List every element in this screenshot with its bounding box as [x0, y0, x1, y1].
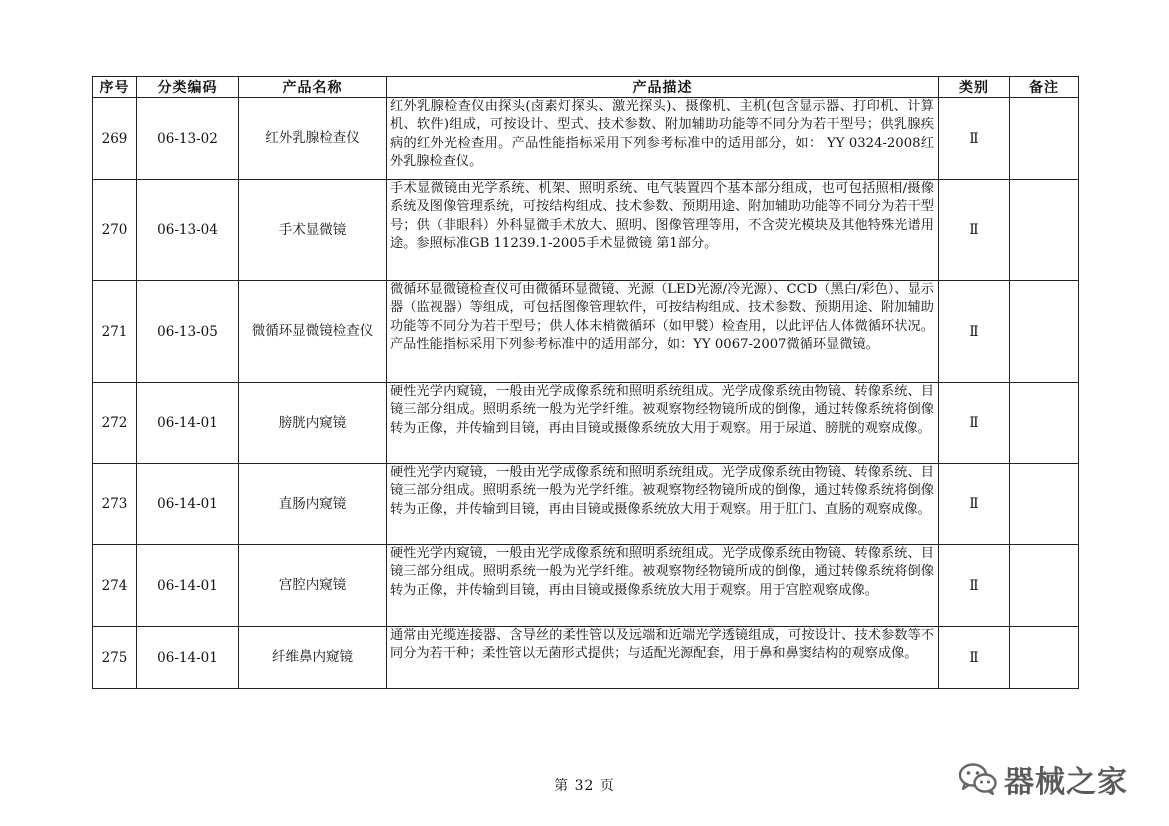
cell-name: 手术显微镜: [239, 180, 387, 281]
cell-seq: 274: [93, 545, 137, 627]
table-row: [93, 627, 1079, 689]
table-row: [93, 464, 1079, 545]
cell-note: [1010, 281, 1079, 383]
cell-code: 06-13-05: [137, 281, 239, 383]
watermark: [958, 757, 1128, 801]
table-row: [93, 545, 1079, 627]
cell-note: [1010, 383, 1079, 464]
cell-code: 06-13-04: [137, 180, 239, 281]
cell-category: Ⅱ: [939, 98, 1010, 180]
cell-desc: 微循环显微镜检查仪可由微循环显微镜、光源（LED光源/冷光源）、CCD（黑白/彩色）、显示器（监视器）等组成，可包括图像管理软件，可按结构组成、技术参数、预期用途、附加辅助功能等不同分为若干型号；供人体末梢微循环（如甲襞）检查用，以此评估人体微循环状况。产品性能指标采用下列参考标准中的适用部分，如：YY 0067-2007微循环显微镜。: [387, 281, 939, 383]
header-category: 类别: [939, 77, 1010, 98]
cell-code: 06-14-01: [137, 464, 239, 545]
cell-category: Ⅱ: [939, 281, 1010, 383]
wechat-icon: [958, 762, 998, 796]
cell-category: Ⅱ: [939, 464, 1010, 545]
header-seq: 序号: [93, 77, 137, 98]
cell-note: [1010, 545, 1079, 627]
cell-category: Ⅱ: [939, 545, 1010, 627]
watermark-text: 器械之家: [1004, 765, 1128, 800]
cell-name: 微循环显微镜检查仪: [239, 281, 387, 383]
cell-desc: 硬性光学内窥镜，一般由光学成像系统和照明系统组成。光学成像系统由物镜、转像系统、目镜三部分组成。照明系统一般为光学纤维。被观察物经物镜所成的倒像，通过转像系统将倒像转为正像，并传输到目镜，再由目镜或摄像系统放大用于观察。用于宫腔观察成像。: [387, 545, 939, 627]
cell-note: [1010, 464, 1079, 545]
header-code: 分类编码: [137, 77, 239, 98]
cell-seq: 270: [93, 180, 137, 281]
cell-desc: 手术显微镜由光学系统、机架、照明系统、电气装置四个基本部分组成，也可包括照相/摄像系统及图像管理系统，可按结构组成、技术参数、预期用途、附加辅助功能等不同分为若干型号；供（非眼科）外科显微手术放大、照明、图像管理等用，不含荧光模块及其他特殊光谱用途。参照标准GB 11239.1-2005手术显微镜 第1部分。: [387, 180, 939, 281]
cell-code: 06-14-01: [137, 627, 239, 689]
cell-note: [1010, 180, 1079, 281]
page-number: 第 32 页: [554, 778, 615, 794]
cell-code: 06-14-01: [137, 545, 239, 627]
table-row: [93, 383, 1079, 464]
cell-name: 直肠内窥镜: [239, 464, 387, 545]
cell-desc: 硬性光学内窥镜，一般由光学成像系统和照明系统组成。光学成像系统由物镜、转像系统、目镜三部分组成。照明系统一般为光学纤维。被观察物经物镜所成的倒像，通过转像系统将倒像转为正像，并传输到目镜，再由目镜或摄像系统放大用于观察。用于肛门、直肠的观察成像。: [387, 464, 939, 545]
header-name: 产品名称: [239, 77, 387, 98]
table-row: [93, 180, 1079, 281]
cell-seq: 272: [93, 383, 137, 464]
cell-seq: 271: [93, 281, 137, 383]
cell-code: 06-13-02: [137, 98, 239, 180]
product-catalog-table: [92, 76, 1079, 689]
header-note: 备注: [1010, 77, 1079, 98]
cell-note: [1010, 627, 1079, 689]
table-row: [93, 98, 1079, 180]
cell-code: 06-14-01: [137, 383, 239, 464]
cell-note: [1010, 98, 1079, 180]
cell-name: 红外乳腺检查仪: [239, 98, 387, 180]
cell-name: 宫腔内窥镜: [239, 545, 387, 627]
cell-desc: 硬性光学内窥镜，一般由光学成像系统和照明系统组成。光学成像系统由物镜、转像系统、目镜三部分组成。照明系统一般为光学纤维。被观察物经物镜所成的倒像，通过转像系统将倒像转为正像，并传输到目镜，再由目镜或摄像系统放大用于观察。用于尿道、膀胱的观察成像。: [387, 383, 939, 464]
cell-seq: 269: [93, 98, 137, 180]
cell-name: 膀胱内窥镜: [239, 383, 387, 464]
table-header-row: [93, 77, 1079, 98]
cell-seq: 275: [93, 627, 137, 689]
cell-name: 纤维鼻内窥镜: [239, 627, 387, 689]
cell-desc: 通常由光缆连接器、含导丝的柔性管以及远端和近端光学透镜组成，可按设计、技术参数等不同分为若干种；柔性管以无菌形式提供；与适配光源配套，用于鼻和鼻窦结构的观察成像。: [387, 627, 939, 689]
cell-desc: 红外乳腺检查仪由探头(卤素灯探头、激光探头)、摄像机、主机(包含显示器、打印机、计算机、软件)组成，可按设计、型式、技术参数、附加辅助功能等不同分为若干型号；供乳腺疾病的红外光检查用。产品性能指标采用下列参考标准中的适用部分，如： YY 0324-2008红外乳腺检查仪。: [387, 98, 939, 180]
header-desc: 产品描述: [387, 77, 939, 98]
cell-category: Ⅱ: [939, 180, 1010, 281]
cell-seq: 273: [93, 464, 137, 545]
table-row: [93, 281, 1079, 383]
cell-category: Ⅱ: [939, 627, 1010, 689]
cell-category: Ⅱ: [939, 383, 1010, 464]
